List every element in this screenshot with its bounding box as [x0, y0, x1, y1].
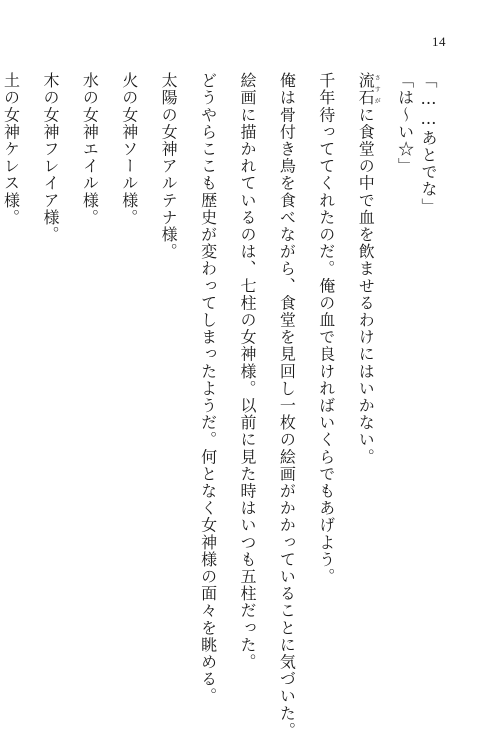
text-line: 太陽の女神アルテナ様。 — [159, 72, 179, 261]
ruby-annotation — [356, 72, 381, 107]
ruby-reading: さすが — [373, 72, 381, 107]
text-line: 土の女神ケレス様。 — [1, 72, 21, 226]
text-line: 俺は骨付き鳥を食べながら、食堂を見回し一枚の絵画がかかっていることに気づいた。 — [277, 72, 297, 739]
text-line: 絵画に描かれているのは、七柱の女神様。以前に見た時はいつも五柱だった。 — [237, 72, 257, 671]
text-line: 「は～い☆」 — [395, 72, 415, 175]
ruby-base: 流石 — [356, 72, 376, 107]
text-line: どうやらここも歴史が変わってしまったようだ。何となく女神様の面々を眺める。 — [198, 72, 218, 705]
text-line: 火の女神ソール様。 — [119, 72, 139, 226]
text-line: 水の女神エイル様。 — [80, 72, 100, 226]
text-line: 「……あとでな」 — [419, 72, 438, 215]
text-line: 木の女神フレイア様。 — [40, 72, 60, 243]
text-segment: に食堂の中で血を飲ませるわけにはいかない。 — [356, 106, 376, 466]
novel-text-column — [0, 72, 440, 739]
page-number: 14 — [432, 34, 446, 49]
text-line: 千年待っててくれたのだ。俺の血で良ければいくらでもあげよう。 — [316, 72, 336, 585]
text-line-with-ruby — [354, 72, 393, 672]
